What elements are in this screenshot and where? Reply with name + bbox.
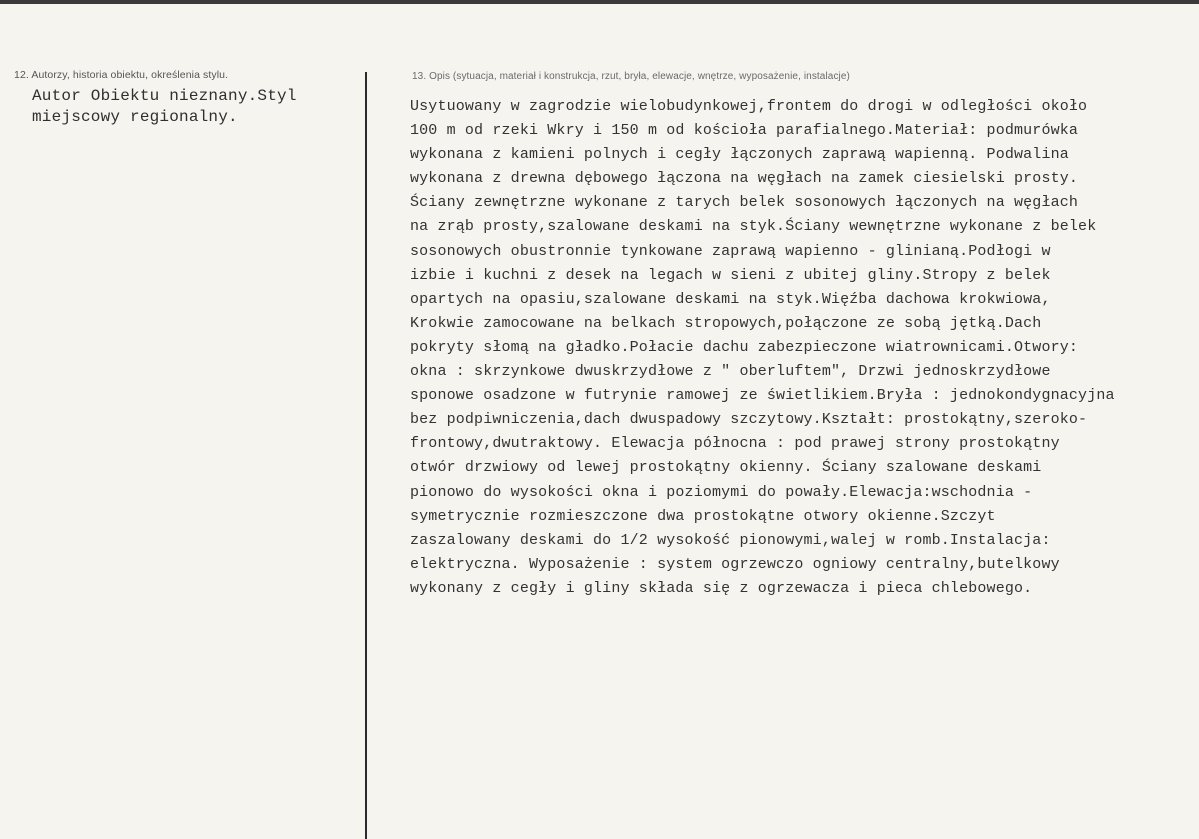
description-line: Krokwie zamocowane na belkach stropowych,połączone ze sobą jętką.Dach — [410, 314, 1042, 332]
field-label-authors: 12. Autorzy, historia obiektu, określenia stylu. — [14, 69, 229, 81]
description-line: 100 m od rzeki Wkry i 150 m od kościoła parafialnego.Materiał: podmurówka — [410, 122, 1079, 140]
description-text — [410, 95, 1180, 601]
description-line: elektryczna. Wyposażenie : system ogrzewczo ogniowy centralny,butelkowy — [410, 555, 1060, 573]
description-line: pionowo do wysokości okna i poziomymi do powały.Elewacja:wschodnia - — [410, 483, 1033, 501]
description-line: sponowe osadzone w futrynie ramowej ze świetlikiem.Bryła : jednokondygnacyjna — [410, 387, 1115, 405]
column-divider — [365, 72, 367, 839]
description-line: Ściany zewnętrzne wykonane z tarych belek sosonowych łączonych na węgłach — [410, 194, 1079, 212]
description-line: izbie i kuchni z desek na legach w sieni z ubitej gliny.Stropy z belek — [410, 266, 1051, 284]
description-line: sosonowych obustronnie tynkowane zaprawą wapienno - glinianą.Podłogi w — [410, 242, 1051, 260]
description-line: wykonana z drewna dębowego łączona na węgłach na zamek ciesielski prosty. — [410, 170, 1079, 188]
description-line: zaszalowany deskami do 1/2 wysokość pionowymi,walej w romb.Instalacja: — [410, 531, 1051, 549]
description-line: bez podpiwniczenia,dach dwuspadowy szczytowy.Kształt: prostokątny,szeroko- — [410, 411, 1088, 429]
description-line: frontowy,dwutraktowy. Elewacja północna : pod prawej strony prostokątny — [410, 435, 1060, 453]
description-line: Usytuowany w zagrodzie wielobudynkowej,frontem do drogi w odległości około — [410, 98, 1088, 115]
description-line: otwór drzwiowy od lewej prostokątny okienny. Ściany szalowane deskami — [410, 459, 1042, 477]
description-line: okna : skrzynkowe dwuskrzydłowe z " oberluftem", Drzwi jednoskrzydłowe — [410, 363, 1051, 381]
field-label-description: 13. Opis (sytuacja, materiał i konstrukcja, rzut, bryła, elewacje, wnętrze, wyposażenie, instalacje) — [412, 71, 850, 82]
description-line: opartych na opasiu,szalowane deskami na styk.Więźba dachowa krokwiowa, — [410, 290, 1051, 308]
description-line: wykonany z cegły i gliny składa się z ogrzewacza i pieca chlebowego. — [410, 579, 1033, 597]
description-line: pokryty słomą na gładko.Połacie dachu zabezpieczone wiatrownicami.Otwory: — [410, 338, 1079, 356]
description-line: na zrąb prosty,szalowane deskami na styk.Ściany wewnętrzne wykonane z belek — [410, 218, 1097, 236]
description-line: wykonana z kamieni polnych i cegły łączonych zaprawą wapienną. Podwalina — [410, 146, 1069, 164]
top-border — [0, 0, 1199, 4]
authors-text: Autor Obiektu nieznany.Styl miejscowy regionalny. — [32, 87, 297, 126]
description-line: symetrycznie rozmieszczone dwa prostokątne otwory okienne.Szczyt — [410, 507, 996, 525]
